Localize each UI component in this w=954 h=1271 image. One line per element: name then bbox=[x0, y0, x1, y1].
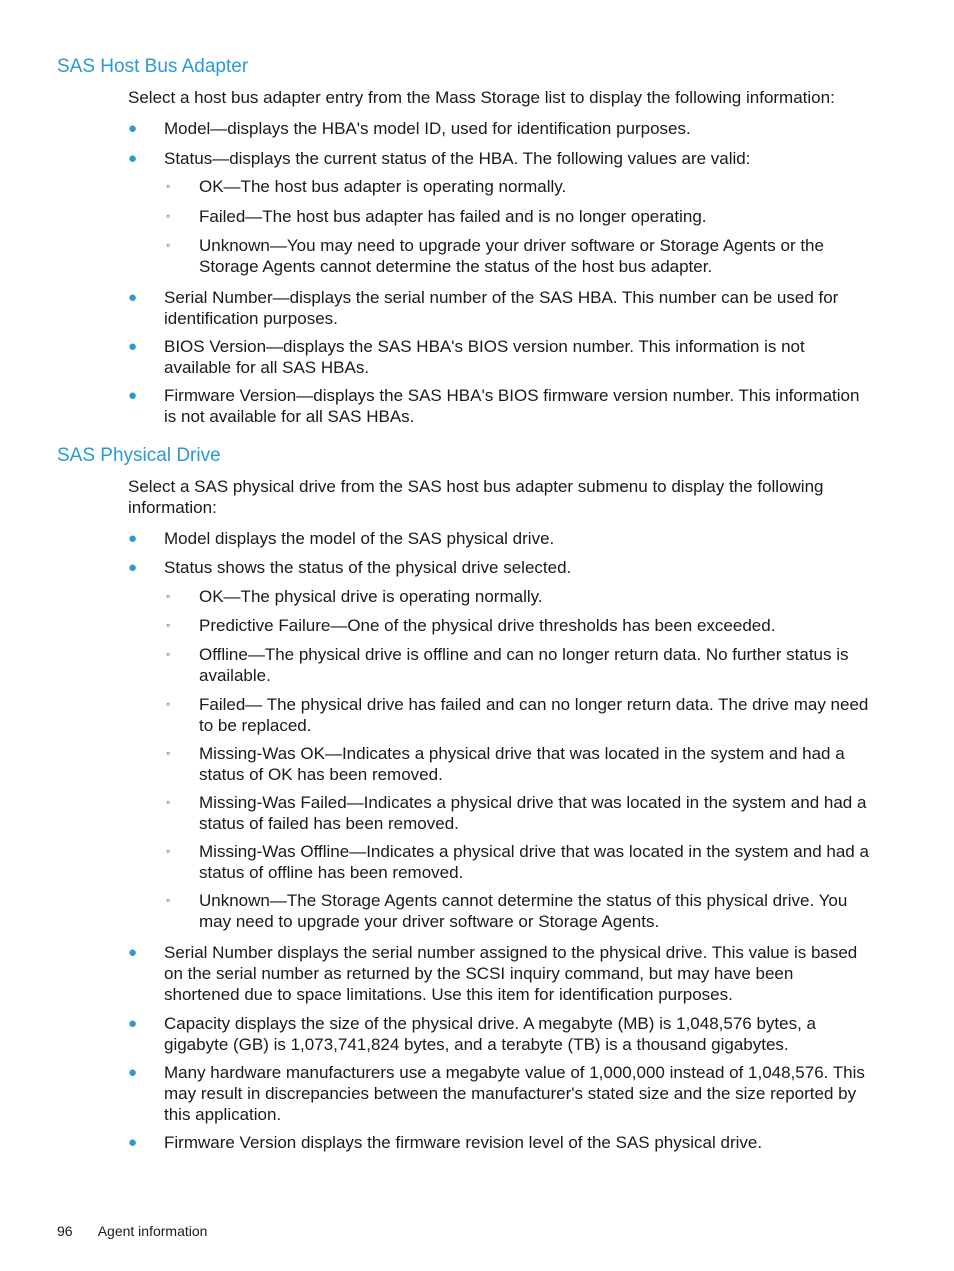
status-values-list bbox=[164, 176, 869, 277]
sub-list-item: ◦ OK—The physical drive is operating normally. bbox=[166, 587, 543, 606]
section-heading: SAS Host Bus Adapter bbox=[57, 56, 249, 77]
section-intro: Select a SAS physical drive from the SAS host bus adapter submenu to display the following information: bbox=[128, 477, 824, 517]
sub-list-item: ◦ Unknown—The Storage Agents cannot determine the status of this physical drive. You may need to upgrade your driver software or Storage Agents. bbox=[166, 891, 848, 931]
circle-bullet-icon: ◦ bbox=[166, 179, 171, 193]
bullet-icon: ● bbox=[128, 1134, 138, 1151]
page-footer bbox=[57, 1222, 207, 1240]
list-item: ● Serial Number displays the serial number assigned to the physical drive. This value is based on the serial number as returned by the SCSI inquiry command, but may have been shortened due to space limitations. Use this item for identification purposes. bbox=[128, 943, 858, 1004]
circle-bullet-icon: ◦ bbox=[166, 589, 171, 603]
sub-list-item: ◦ Missing-Was Failed—Indicates a physical drive that was located in the system and had a status of failed has been removed. bbox=[166, 793, 867, 833]
bullet-icon: ● bbox=[128, 338, 138, 355]
list-item: ● Many hardware manufacturers use a megabyte value of 1,000,000 instead of 1,048,576. This may result in discrepancies between the manufacturer's stated size and the size reported by this application. bbox=[128, 1063, 865, 1124]
list-item: ● Firmware Version—displays the SAS HBA's BIOS firmware version number. This information is not available for all SAS HBAs. bbox=[128, 386, 860, 426]
status-values-list bbox=[164, 586, 869, 932]
bullet-icon: ● bbox=[128, 387, 138, 404]
bullet-icon: ● bbox=[128, 120, 138, 137]
circle-bullet-icon: ◦ bbox=[166, 746, 171, 760]
sub-list-item: ◦ Failed—The host bus adapter has failed and is no longer operating. bbox=[166, 207, 707, 226]
bullet-icon: ● bbox=[128, 1064, 138, 1081]
sub-list-item: ◦ OK—The host bus adapter is operating normally. bbox=[166, 177, 567, 196]
bullet-icon: ● bbox=[128, 530, 138, 547]
list-item: ● Serial Number—displays the serial number of the SAS HBA. This number can be used for identification purposes. bbox=[128, 288, 839, 328]
circle-bullet-icon: ◦ bbox=[166, 893, 171, 907]
circle-bullet-icon: ◦ bbox=[166, 238, 171, 252]
list-item: ● Firmware Version displays the firmware revision level of the SAS physical drive. bbox=[128, 1133, 763, 1152]
bullet-list bbox=[57, 528, 877, 1153]
bullet-icon: ● bbox=[128, 559, 138, 576]
circle-bullet-icon: ◦ bbox=[166, 618, 171, 632]
page-number: 96 bbox=[57, 1223, 73, 1239]
bullet-icon: ● bbox=[128, 289, 138, 306]
sub-list-item: ◦ Failed— The physical drive has failed and can no longer return data. The drive may need to be replaced. bbox=[166, 695, 869, 735]
list-item: ● Model—displays the HBA's model ID, used for identification purposes. bbox=[128, 119, 691, 138]
circle-bullet-icon: ◦ bbox=[166, 697, 171, 711]
circle-bullet-icon: ◦ bbox=[166, 795, 171, 809]
section-sas-host-bus-adapter bbox=[57, 55, 877, 427]
list-item: ● Status shows the status of the physical drive selected. ◦ OK—The physical drive is operating normally. ◦ Predictive Failure—One of the physical drive thresholds has been exceeded. ◦ Offline—The physical drive is offline and can no longer return data. No further status is available. ◦ Failed— The physical drive has failed and can no longer return data. The drive may need to be replaced. ◦ Missing-Was OK—Indicates a physical drive that was located in the system and had a status of OK has been removed. ◦ Missing-Was Failed—Indicates a physical drive that was located in the system and had a status of failed has been removed. ◦ Missing-Was Offline—Indicates a physical drive that was located in the system and had a status of offline has been removed. ◦ Unknown—The Storage Agents cannot determine the status of this physical drive. You may need to upgrade your driver software or Storage Agents. bbox=[128, 558, 869, 931]
sub-list-item: ◦ Unknown—You may need to upgrade your driver software or Storage Agents or the Storage Agents cannot determine the status of the host bus adapter. bbox=[166, 236, 824, 276]
bullet-list bbox=[57, 118, 877, 427]
footer-section-title: Agent information bbox=[97, 1223, 208, 1239]
section-heading: SAS Physical Drive bbox=[57, 445, 221, 466]
bullet-icon: ● bbox=[128, 1015, 138, 1032]
sub-list-item: ◦ Missing-Was OK—Indicates a physical drive that was located in the system and had a status of OK has been removed. bbox=[166, 744, 845, 784]
list-item: ● Status—displays the current status of the HBA. The following values are valid: ◦ OK—The host bus adapter is operating normally. ◦ Failed—The host bus adapter has failed and is no longer operating. ◦ Unknown—You may need to upgrade your driver software or Storage Agents or the Storage Agents cannot determine the status of the host bus adapter. bbox=[57, 148, 869, 277]
sub-list-item: ◦ Offline—The physical drive is offline and can no longer return data. No further status is available. bbox=[166, 645, 849, 685]
list-item: ● BIOS Version—displays the SAS HBA's BIOS version number. This information is not available for all SAS HBAs. bbox=[128, 337, 805, 377]
section-sas-physical-drive bbox=[57, 444, 877, 1153]
list-item: ● Model displays the model of the SAS physical drive. bbox=[128, 529, 555, 548]
circle-bullet-icon: ◦ bbox=[166, 647, 171, 661]
section-intro: Select a host bus adapter entry from the Mass Storage list to display the following information: bbox=[128, 88, 835, 107]
sub-list-item: ◦ Predictive Failure—One of the physical drive thresholds has been exceeded. bbox=[166, 616, 776, 635]
circle-bullet-icon: ◦ bbox=[166, 209, 171, 223]
circle-bullet-icon: ◦ bbox=[166, 844, 171, 858]
list-item: ● Capacity displays the size of the physical drive. A megabyte (MB) is 1,048,576 bytes, a gigabyte (GB) is 1,073,741,824 bytes, and a terabyte (TB) is a thousand gigabytes. bbox=[128, 1014, 817, 1054]
bullet-icon: ● bbox=[128, 944, 138, 961]
bullet-icon: ● bbox=[128, 150, 138, 167]
sub-list-item: ◦ Missing-Was Offline—Indicates a physical drive that was located in the system and had a status of offline has been removed. bbox=[166, 842, 869, 882]
